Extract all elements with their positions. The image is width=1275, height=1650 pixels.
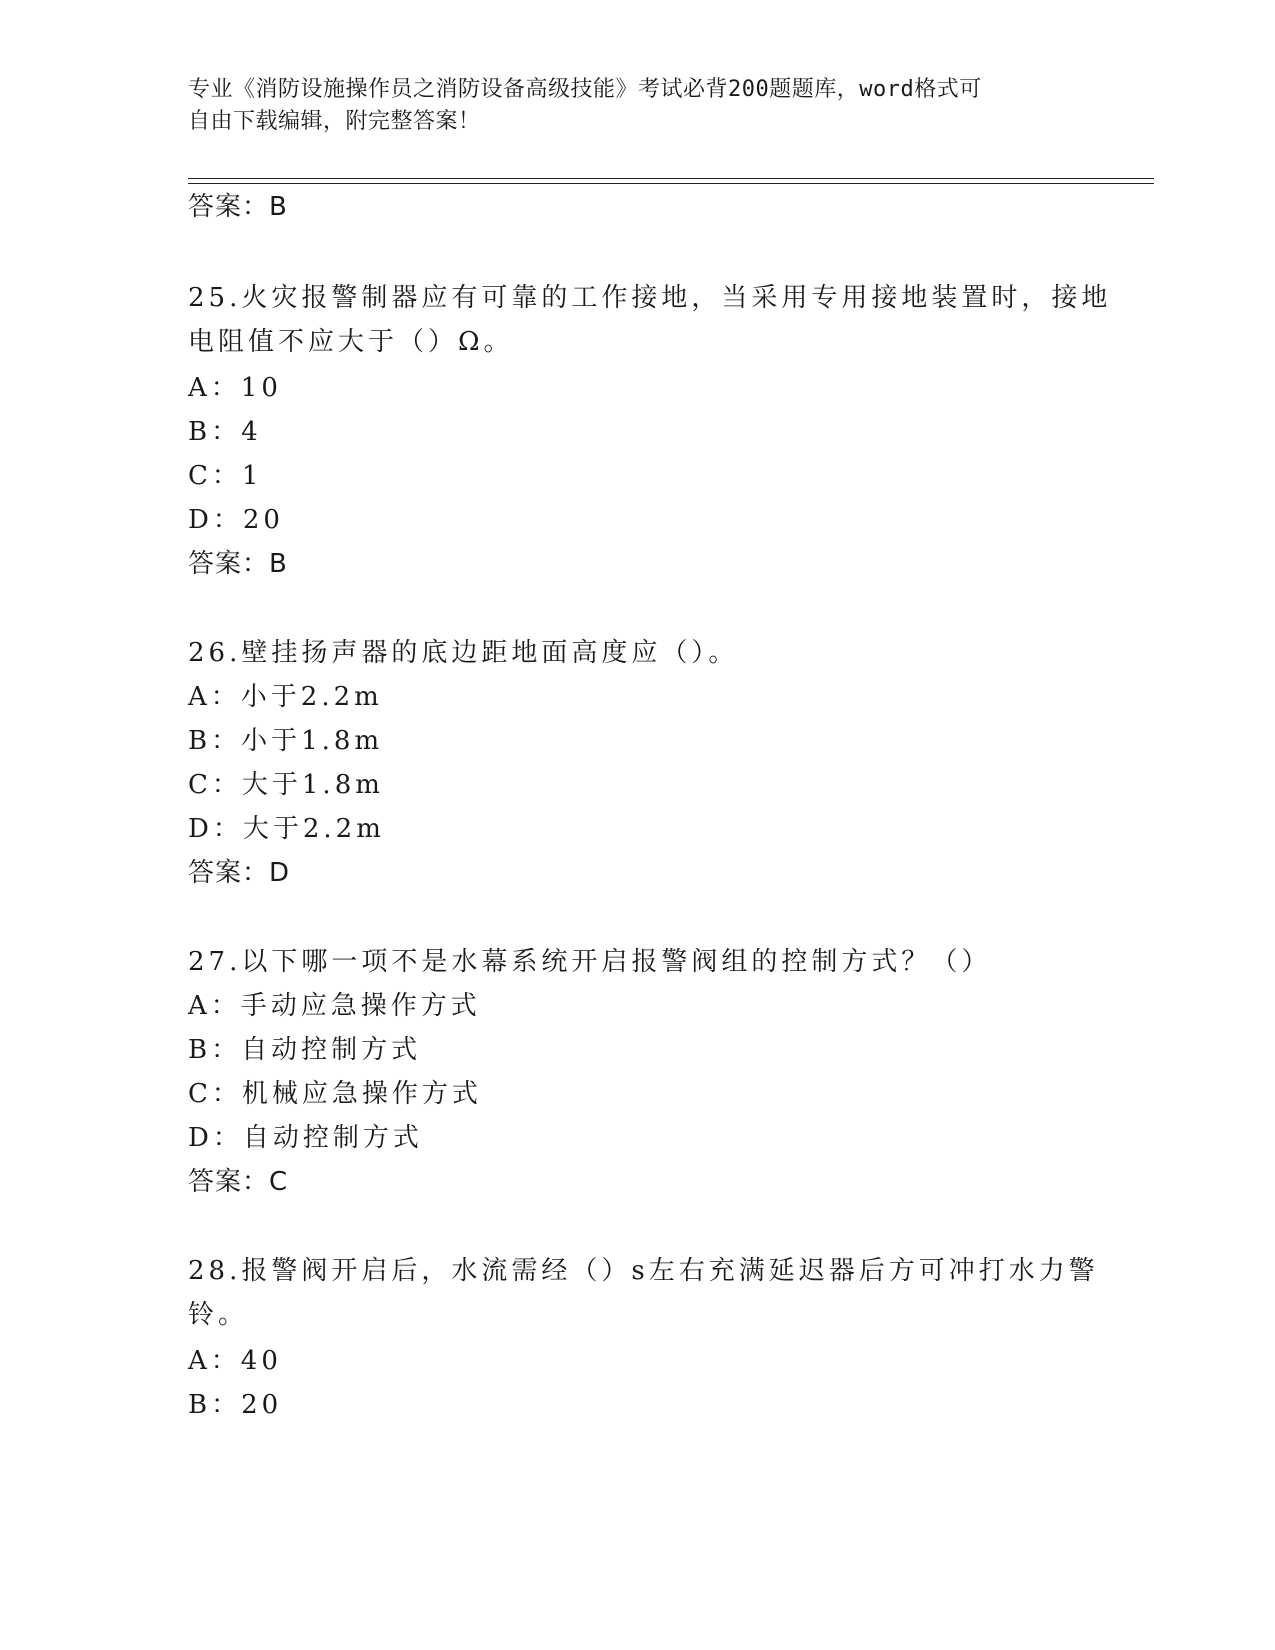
document-header — [188, 74, 1088, 138]
question-25-option-b: B：4 — [188, 417, 262, 447]
previous-answer: 答案：B — [188, 192, 288, 222]
question-25-stem-line-1: 25.火灾报警制器应有可靠的工作接地，当采用专用接地装置时，接地 — [188, 283, 1112, 313]
question-25-stem-line-2: 电阻值不应大于（）Ω。 — [188, 327, 514, 357]
question-28-option-b: B：20 — [188, 1390, 283, 1420]
header-line-1: 专业《消防设施操作员之消防设备高级技能》考试必背200题题库，word格式可 — [188, 77, 982, 102]
question-25-option-c: C：1 — [188, 461, 263, 491]
question-27-option-b: B：自动控制方式 — [188, 1035, 422, 1065]
question-28-stem-line-2: 铃。 — [188, 1300, 249, 1330]
question-27-option-a: A：手动应急操作方式 — [188, 991, 481, 1021]
question-26-option-b: B：小于1.8m — [188, 726, 384, 756]
question-26-option-d: D：大于2.2m — [188, 814, 385, 844]
question-27-option-c: C：机械应急操作方式 — [188, 1079, 482, 1109]
question-25-option-a: A：10 — [188, 373, 282, 403]
question-27-answer: 答案：C — [188, 1167, 289, 1197]
question-27-option-d: D：自动控制方式 — [188, 1123, 423, 1153]
header-rule-top — [188, 178, 1154, 179]
question-28-option-a: A：40 — [188, 1346, 282, 1376]
question-27-stem-line-1: 27.以下哪一项不是水幕系统开启报警阀组的控制方式？（） — [188, 947, 992, 977]
question-26-stem-line-1: 26.壁挂扬声器的底边距地面高度应（）。 — [188, 638, 739, 668]
question-28-stem-line-1: 28.报警阀开启后，水流需经（）s左右充满延迟器后方可冲打水力警 — [188, 1256, 1099, 1286]
header-line-2: 自由下载编辑，附完整答案！ — [188, 109, 481, 134]
header-rule-bottom — [188, 183, 1154, 184]
question-26-option-c: C：大于1.8m — [188, 770, 384, 800]
question-25-answer: 答案：B — [188, 549, 288, 579]
question-25-option-d: D：20 — [188, 505, 284, 535]
question-26-option-a: A：小于2.2m — [188, 682, 383, 712]
question-26-answer: 答案：D — [188, 858, 291, 888]
